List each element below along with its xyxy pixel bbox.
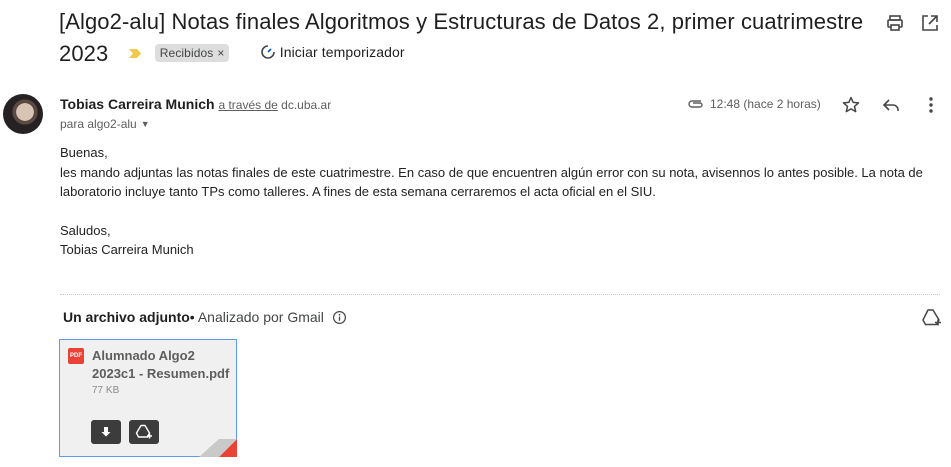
sender-name[interactable]: Tobias Carreira Munich bbox=[60, 96, 215, 112]
attachments-separator: • bbox=[189, 309, 195, 325]
subject-text: [Algo2-alu] Notas finales Algoritmos y Estructuras de Datos 2, primer cuatrimestre 2023 bbox=[59, 9, 864, 66]
label-chip-text: Recibidos bbox=[159, 46, 214, 60]
message-time: 12:48 (hace 2 horas) bbox=[710, 97, 821, 111]
page-curl-corner bbox=[199, 437, 237, 457]
chevron-down-icon[interactable]: ▼ bbox=[140, 119, 150, 129]
attachment-size: 77 KB bbox=[92, 385, 120, 396]
remove-label-icon[interactable]: × bbox=[217, 46, 225, 60]
body-signature: Tobias Carreira Munich bbox=[60, 242, 194, 257]
recipients-toggle[interactable] bbox=[60, 117, 150, 131]
via-link[interactable]: a través de bbox=[218, 98, 278, 112]
timer-icon bbox=[260, 44, 276, 60]
start-timer-button[interactable] bbox=[260, 37, 405, 67]
download-button[interactable] bbox=[91, 420, 121, 444]
attachment-filename: Alumnado Algo2 2023c1 - Resumen.pdf bbox=[92, 348, 230, 381]
recipient-text: para algo2-alu bbox=[60, 117, 137, 131]
start-timer-label: Iniciar temporizador bbox=[279, 44, 405, 60]
email-subject bbox=[59, 7, 874, 69]
add-to-drive-button[interactable] bbox=[129, 420, 159, 444]
sender-avatar[interactable] bbox=[3, 94, 43, 134]
print-icon[interactable] bbox=[885, 13, 905, 33]
open-in-new-window-icon[interactable] bbox=[920, 13, 940, 33]
add-to-drive-icon bbox=[135, 424, 153, 440]
info-icon[interactable] bbox=[332, 310, 347, 325]
sender-line bbox=[60, 96, 331, 112]
attachments-title: Un archivo adjunto bbox=[63, 309, 190, 325]
via-domain: dc.uba.ar bbox=[281, 98, 332, 112]
pdf-file-icon: PDF bbox=[68, 348, 84, 364]
email-body bbox=[60, 143, 945, 260]
label-chip-inbox[interactable] bbox=[155, 44, 230, 62]
attachments-divider bbox=[60, 294, 940, 295]
add-all-to-drive-icon[interactable] bbox=[920, 307, 942, 329]
attachments-header bbox=[63, 309, 347, 325]
body-paragraph: les mando adjuntas las notas finales de este cuatrimestre. En caso de que encuentren algún error con su nota, avisennos lo antes posible. La nota de laboratorio incluye tanto TPs como talleres. A fines de esta semana cerraremos el acta oficial en el SIU. bbox=[60, 164, 923, 199]
importance-marker-icon[interactable] bbox=[129, 49, 141, 58]
attachment-card[interactable] bbox=[59, 339, 237, 457]
body-closing: Saludos, bbox=[60, 222, 111, 238]
attachment-icon bbox=[686, 96, 706, 112]
download-icon bbox=[100, 426, 112, 438]
body-greeting: Buenas, bbox=[60, 145, 108, 160]
message-meta bbox=[686, 96, 821, 112]
reply-icon[interactable] bbox=[881, 95, 901, 115]
more-options-icon[interactable] bbox=[921, 95, 941, 115]
scan-status: Analizado por Gmail bbox=[197, 309, 324, 325]
star-icon[interactable] bbox=[841, 95, 861, 115]
